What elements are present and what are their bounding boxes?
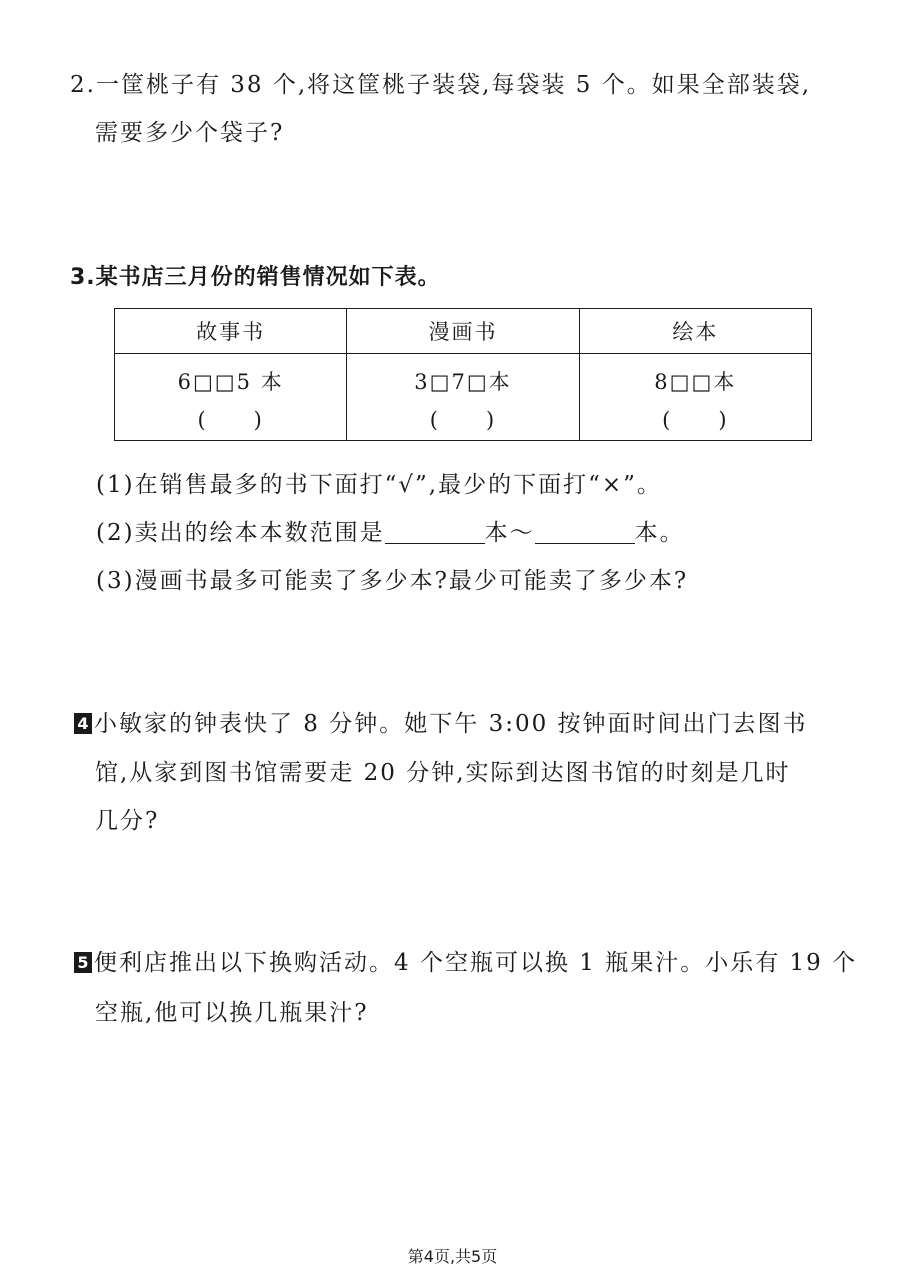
page-number: 第4页,共5页 [407, 1247, 498, 1266]
value-comic-books: 3□7□本 [414, 370, 512, 394]
header-comic-books: 漫画书 [347, 309, 579, 354]
q5-line-1-text: 便利店推出以下换购活动。4 个空瓶可以换 1 瓶果汁。小乐有 19 个 [94, 950, 858, 976]
cell-comic-books [347, 354, 579, 441]
q5-number-badge: 5 [74, 952, 92, 973]
q4-line-2: 馆,从家到图书馆需要走 20 分钟,实际到达图书馆的时刻是几时 [95, 760, 791, 786]
sales-table [114, 308, 812, 441]
q3-sub-2 [96, 514, 685, 547]
q3-title: 3.某书店三月份的销售情况如下表。 [70, 265, 441, 290]
q3-sub-2-prefix: (2)卖出的绘本本数范围是 [96, 520, 385, 546]
value-story-books: 6□□5 本 [177, 370, 284, 394]
cell-story-books [115, 354, 347, 441]
range-min-blank[interactable] [385, 521, 485, 544]
q5-line-2: 空瓶,他可以换几瓶果汁? [95, 1000, 369, 1026]
q2-line-2: 需要多少个袋子? [95, 120, 285, 146]
cell-picture-books [579, 354, 811, 441]
q3-sub-2-suffix: 本。 [634, 520, 685, 546]
value-picture-books: 8□□本 [654, 370, 737, 394]
table-data-row [115, 354, 812, 441]
range-max-blank[interactable] [535, 521, 635, 544]
q2-line-1: 2.一筐桃子有 38 个,将这筐桃子装袋,每袋装 5 个。如果全部装袋, [70, 72, 812, 98]
answer-paren-story[interactable]: ( ) [197, 408, 264, 432]
answer-paren-comic[interactable]: ( ) [429, 408, 497, 432]
q4-number-badge: 4 [74, 713, 92, 734]
q3-sub-3: (3)漫画书最多可能卖了多少本?最少可能卖了多少本? [96, 568, 689, 594]
answer-paren-picture[interactable]: ( ) [662, 408, 729, 432]
header-picture-books: 绘本 [579, 309, 811, 354]
q3-sub-1: (1)在销售最多的书下面打“√”,最少的下面打“×”。 [96, 472, 662, 498]
q4-line-1-text: 小敏家的钟表快了 8 分钟。她下午 3:00 按钟面时间出门去图书 [94, 711, 808, 737]
q4-line-3: 几分? [95, 808, 160, 834]
header-story-books: 故事书 [115, 309, 347, 354]
q4-line-1 [74, 705, 808, 738]
q5-line-1 [74, 944, 857, 977]
table-header-row [115, 309, 812, 354]
q3-sub-2-mid: 本～ [484, 520, 535, 546]
